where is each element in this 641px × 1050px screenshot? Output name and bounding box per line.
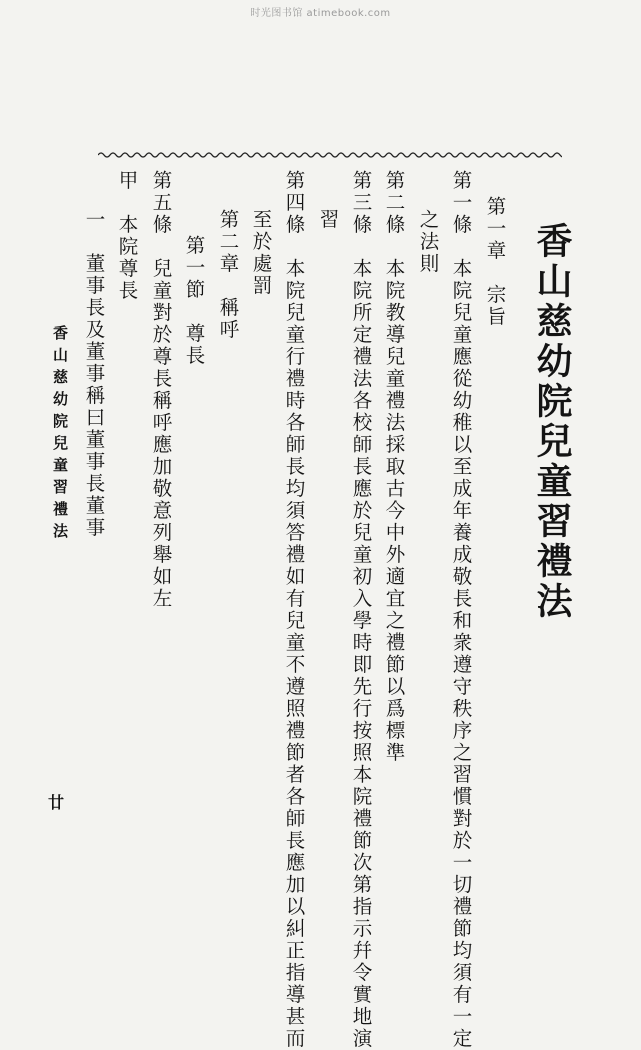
text-column-10: 第一節 尊長: [182, 235, 206, 367]
text-column-5: 第三條 本院所定禮法各校師長應於兒童初入學時即先行按照本院禮節次第指示幷令實地演: [349, 170, 373, 1050]
page-title: 香山慈幼院兒童習禮法: [531, 222, 573, 622]
text-column-3: 之法則: [416, 209, 440, 275]
text-column-6: 習: [316, 209, 340, 231]
page-number: 廿: [48, 793, 65, 812]
text-column-7: 第四條 本院兒童行禮時各師長均須答禮如有兒童不遵照禮節者各師長應加以糾正指導甚而: [282, 170, 306, 1050]
text-column-9: 第二章 稱呼: [216, 209, 240, 341]
wavy-rule-divider: [98, 150, 562, 160]
text-column-11: 第五條 兒童對於尊長稱呼應加敬意列舉如左: [149, 170, 173, 610]
text-column-12: 甲 本院尊長: [115, 170, 139, 302]
text-column-2: 第一條 本院兒童應從幼稚以至成年養成敬長和衆遵守秩序之習慣對於一切禮節均須有一定: [449, 170, 473, 1050]
text-column-13: 一 董事長及董事稱曰董事長董事: [82, 209, 106, 539]
text-column-8: 至於處罰: [249, 209, 273, 297]
side-title: 香山慈幼院兒童習禮法: [51, 325, 69, 545]
text-column-4: 第二條 本院教導兒童禮法採取古今中外適宜之禮節以爲標準: [382, 170, 406, 764]
watermark: 时光图书馆 atimebook.com: [250, 8, 391, 19]
text-column-1: 第一章 宗旨: [483, 196, 507, 328]
